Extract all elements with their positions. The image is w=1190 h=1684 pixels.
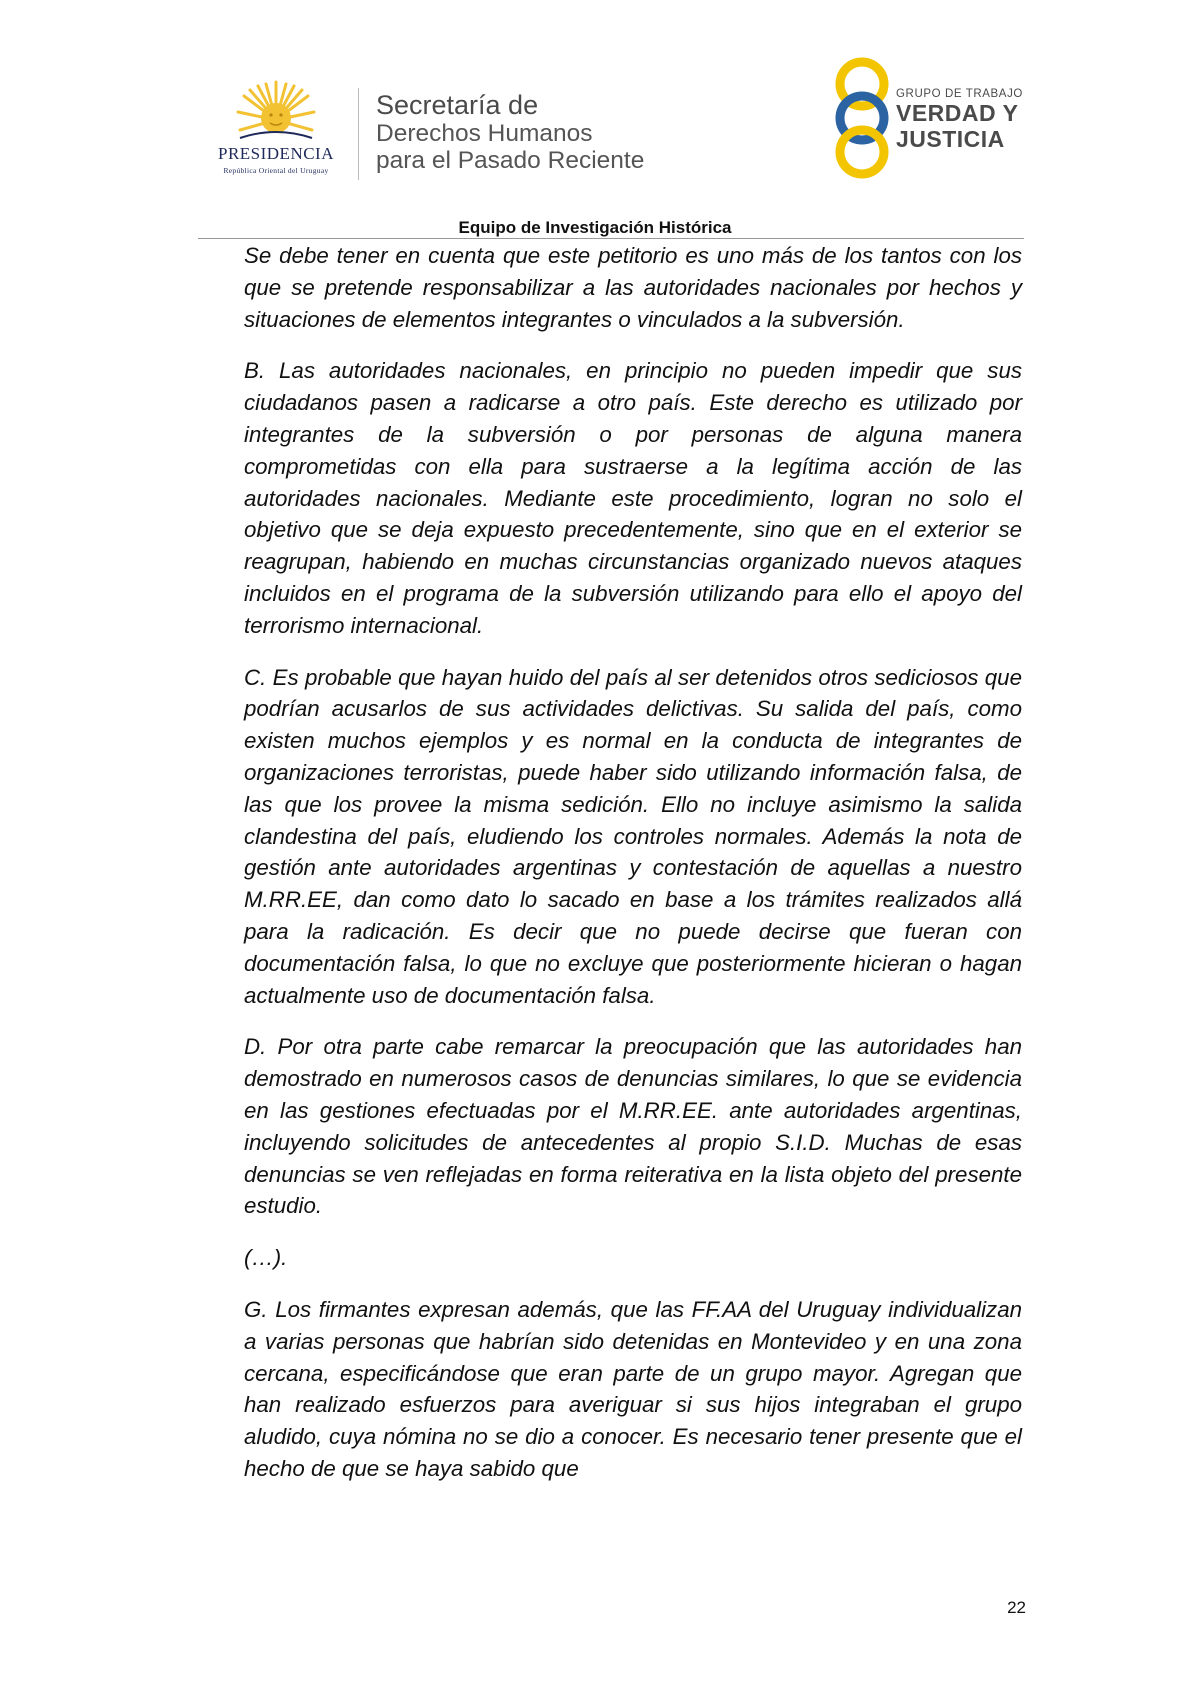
header-rule <box>198 238 1024 239</box>
paragraph: (…). <box>244 1245 288 1271</box>
paragraph: Se debe tener en cuenta que este petitorio es uno más de los tantos con los que se pretende responsabilizar a las autoridades nacionales por hechos y situaciones de elementos integrantes o vinculados a la subversión. <box>244 243 1022 332</box>
paragraph: D. Por otra parte cabe remarcar la preocupación que las autoridades han demostrado en numerosos casos de denuncias similares, lo que se evidencia en las gestiones efectuadas por el M.RR.EE. ante autoridades argentinas, incluyendo solicitudes de antecedentes al propio S.I.D. Muchas de esas denuncias se ven reflejadas en forma reiterativa en la lista objeto del presente estudio. <box>244 1034 1022 1219</box>
grupo-trabajo-logo-text <box>896 88 1023 152</box>
grupo-line-3: JUSTICIA <box>896 126 1005 152</box>
page-number: 22 <box>1007 1598 1026 1617</box>
secretaria-line-1: Secretaría de <box>376 90 539 120</box>
document-body <box>244 240 1022 1505</box>
secretaria-line-2: Derechos Humanos <box>376 120 593 147</box>
secretaria-title <box>376 90 644 174</box>
presidencia-subtitle: República Oriental del Uruguay <box>223 166 329 175</box>
secretaria-line-3: para el Pasado Reciente <box>376 147 645 174</box>
paragraph: G. Los firmantes expresan además, que las FF.AA del Uruguay individualizan a varias personas que habrían sido detenidas en Montevideo y en una zona cercana, especificándose que eran parte de un grupo mayor. Agregan que han realizado esfuerzos para averiguar si sus hijos integraban el grupo aludido, cuya nómina no se dio a conocer. Es necesario tener presente que el hecho de que se haya sabido que <box>244 1296 1022 1481</box>
presidencia-name: PRESIDENCIA <box>217 144 334 163</box>
grupo-line-2: VERDAD Y <box>896 100 1019 126</box>
page-header <box>0 0 1190 250</box>
presidencia-logo <box>196 80 356 180</box>
paragraph: B. Las autoridades nacionales, en principio no pueden impedir que sus ciudadanos pasen a radicarse a otro país. Este derecho es utilizado por integrantes de la subversión o por personas de alguna manera comprometidas con ella para sustraerse a la legítima acción de las autoridades nacionales. Mediante este procedimiento, logran no solo el objetivo que se deja expuesto precedentemente, sino que en el exterior se reagrupan, habiendo en muchas circunstancias organizado nuevos ataques incluidos en el programa de la subversión utilizando para ello el apoyo del terrorismo internacional. <box>244 358 1022 638</box>
grupo-line-1: GRUPO DE TRABAJO <box>896 88 1023 100</box>
team-title: Equipo de Investigación Histórica <box>458 218 732 237</box>
sun-emblem-icon <box>236 80 316 144</box>
header-divider <box>358 88 359 180</box>
paragraph: C. Es probable que hayan huido del país al ser detenidos otros sediciosos que podrían acusarlos de sus actividades delictivas. Su salida del país, como existen muchos ejemplos y es normal en la conducta de integrantes de organizaciones terroristas, puede haber sido utilizando información falsa, de las que los provee la misma sedición. Ello no incluye asimismo la salida clandestina del país, eludiendo los controles normales. Además la nota de gestión ante autoridades argentinas y contestación de aquellas a nuestro M.RR.EE, dan como dato lo sacado en base a los trámites realizados allá para la radicación. Es decir que no puede decirse que fueran con documentación falsa, lo que no excluye que posteriormente hicieran o hagan actualmente uso de documentación falsa. <box>244 664 1022 1008</box>
